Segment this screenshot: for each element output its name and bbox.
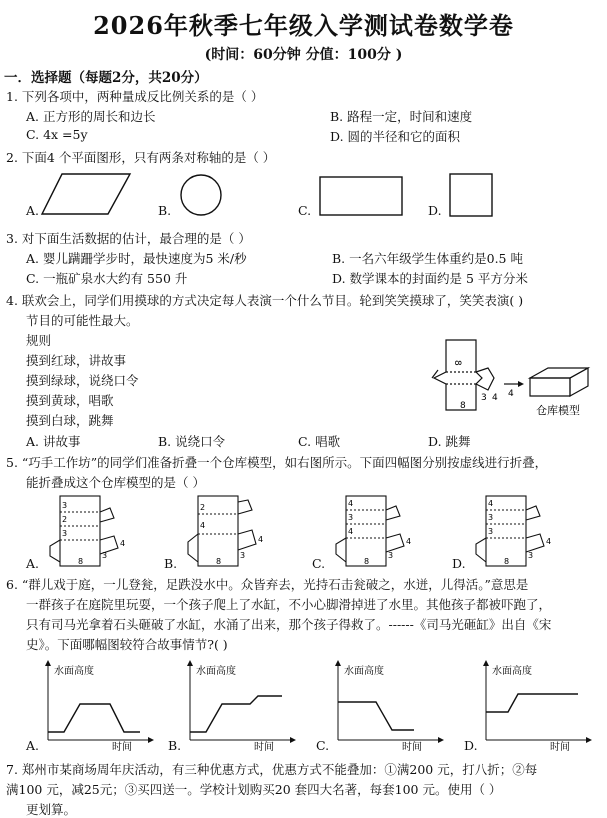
- q5-option-d: D.: [452, 556, 466, 571]
- svg-text:4: 4: [348, 527, 354, 536]
- q5-stem-line1: 5. “巧手工作坊”的同学们准备折叠一个仓库模型，如右图所示。下面四幅图分别按虚线进行折叠，: [6, 455, 548, 470]
- svg-text:4: 4: [406, 537, 412, 546]
- svg-text:4: 4: [258, 535, 264, 544]
- q4-rule: 摸到白球，跳舞: [26, 413, 114, 428]
- svg-text:2: 2: [200, 503, 206, 512]
- q5-stem-line2: 能折叠成这个仓库模型的是（ ）: [26, 475, 205, 490]
- q1-option-a: A. 正方形的周长和边长: [26, 109, 156, 124]
- svg-text:8: 8: [78, 557, 84, 566]
- q1-stem: 1. 下列各项中，两种量成反比例关系的是（ ）: [6, 89, 264, 104]
- q6-line1: 6. “群儿戏于庭，一儿登瓮，足跌没水中。众皆弃去，光持石击瓮破之，水迸，儿得活。”意思是: [6, 577, 529, 592]
- q6-option-a: A.: [26, 738, 40, 753]
- q4-option-d: D. 跳舞: [428, 434, 471, 449]
- svg-text:水面高度: 水面高度: [492, 666, 532, 677]
- q2-option-c: C.: [298, 203, 312, 218]
- q6-graph-d: [478, 656, 592, 752]
- section-heading: 一．选择题（每题2分，共20分）: [4, 70, 208, 86]
- q2-option-b: B.: [158, 203, 172, 218]
- rectangle-figure: [318, 175, 404, 217]
- q3-option-a: A. 婴儿蹒跚学步时，最快速度为5 米/秒: [26, 251, 247, 266]
- svg-text:4: 4: [492, 393, 498, 403]
- q4-rule: 摸到红球，讲故事: [26, 353, 127, 368]
- q5-net-d: [464, 492, 564, 570]
- svg-text:时间: 时间: [254, 742, 274, 752]
- svg-text:时间: 时间: [550, 742, 570, 752]
- page-title: 2026年秋季七年级入学测试卷数学卷: [93, 11, 514, 40]
- q6-graph-a: [40, 656, 154, 752]
- svg-text:4: 4: [200, 521, 206, 530]
- svg-text:时间: 时间: [112, 742, 132, 752]
- svg-text:3: 3: [488, 513, 494, 522]
- q6-graph-b: [182, 656, 296, 752]
- q4-rules-title: 规则: [26, 333, 52, 348]
- q4-stem-line1: 4. 联欢会上，同学们用摸球的方式决定每人表演一个什么节目。轮到笑笑摸球了，笑笑表演( ): [6, 293, 524, 308]
- q6-line2: 一群孩子在庭院里玩耍，一个孩子爬上了水缸，不小心脚滑掉进了水里。其他孩子都被吓跑了，: [26, 597, 552, 612]
- svg-text:8: 8: [216, 557, 222, 566]
- svg-text:8: 8: [452, 360, 462, 366]
- svg-text:3: 3: [62, 501, 68, 510]
- svg-text:4: 4: [546, 537, 552, 546]
- svg-text:8: 8: [504, 557, 510, 566]
- q3-option-c: C. 一瓶矿泉水大约有 550 升: [26, 271, 188, 286]
- q5-net-c: [324, 492, 424, 570]
- exam-info: (时间：60分钟 分值：100分 ): [204, 47, 403, 63]
- circle-figure: [178, 172, 224, 218]
- q6-option-d: D.: [464, 738, 478, 753]
- q4-rule: 摸到黄球，唱歌: [26, 393, 114, 408]
- svg-text:4: 4: [488, 499, 494, 508]
- q4-dim-8: 8: [460, 401, 466, 411]
- q4-option-a: A. 讲故事: [26, 434, 81, 449]
- q3-stem: 3. 对下面生活数据的估计，最合理的是（ ）: [6, 231, 251, 246]
- q7-line3: 更划算。: [26, 802, 77, 817]
- svg-text:水面高度: 水面高度: [54, 666, 94, 677]
- q6-graph-c: [330, 656, 444, 752]
- q5-option-a: A.: [26, 556, 40, 571]
- q5-net-b: [176, 492, 276, 570]
- svg-text:3: 3: [481, 393, 487, 403]
- q2-option-a: A.: [26, 203, 40, 218]
- q3-option-d: D. 数学课本的封面约是 5 平方分米: [332, 271, 528, 286]
- q1-option-b: B. 路程一定，时间和速度: [330, 109, 473, 124]
- svg-text:4: 4: [508, 389, 514, 399]
- q7-line1: 7. 郑州市某商场周年庆活动，有三种优惠方式，优惠方式不能叠加：①满200 元，打八折；②每: [6, 762, 538, 777]
- q4-option-b: B. 说绕口令: [158, 434, 226, 449]
- warehouse-model-label: 仓库模型: [536, 404, 580, 417]
- svg-text:2: 2: [62, 515, 68, 524]
- q2-stem: 2. 下面4 个平面图形，只有两条对称轴的是（ ）: [6, 150, 276, 165]
- q6-option-c: C.: [316, 738, 330, 753]
- warehouse-net-and-model: [428, 338, 600, 420]
- svg-text:水面高度: 水面高度: [196, 666, 236, 677]
- svg-text:3: 3: [102, 551, 108, 560]
- svg-text:3: 3: [488, 527, 494, 536]
- q7-line2: 满100 元，减25元；③买四送一。学校计划购买20 套四大名著，每套100 元。使用（ ）: [6, 782, 502, 797]
- q2-option-d: D.: [428, 203, 442, 218]
- q4-option-c: C. 唱歌: [298, 434, 341, 449]
- q1-option-c: C. 4x =5y: [26, 127, 88, 142]
- q6-option-b: B.: [168, 738, 182, 753]
- q5-option-b: B.: [164, 556, 178, 571]
- svg-text:4: 4: [348, 499, 354, 508]
- q5-option-c: C.: [312, 556, 326, 571]
- svg-text:8: 8: [364, 557, 370, 566]
- svg-text:3: 3: [240, 551, 246, 560]
- parallelogram-figure: [40, 172, 132, 216]
- q5-net-a: [38, 492, 138, 570]
- q6-line3: 只有司马光拿着石头砸破了水缸，水涌了出来，那个孩子得救了。------《司马光砸缸》出自《宋: [26, 617, 552, 632]
- q3-option-b: B. 一名六年级学生体重约是0.5 吨: [332, 251, 523, 266]
- svg-text:水面高度: 水面高度: [344, 666, 384, 677]
- svg-text:3: 3: [62, 529, 68, 538]
- svg-text:3: 3: [348, 513, 354, 522]
- q4-stem-line2: 节目的可能性最大。: [26, 313, 139, 328]
- svg-text:3: 3: [388, 551, 394, 560]
- square-figure: [448, 172, 494, 218]
- svg-text:4: 4: [120, 539, 126, 548]
- q1-option-d: D. 圆的半径和它的面积: [330, 129, 461, 144]
- q6-line4: 史》。下面哪幅图较符合故事情节?( ): [26, 637, 228, 652]
- svg-text:时间: 时间: [402, 742, 422, 752]
- q4-rule: 摸到绿球，说绕口令: [26, 373, 139, 388]
- svg-text:3: 3: [528, 551, 534, 560]
